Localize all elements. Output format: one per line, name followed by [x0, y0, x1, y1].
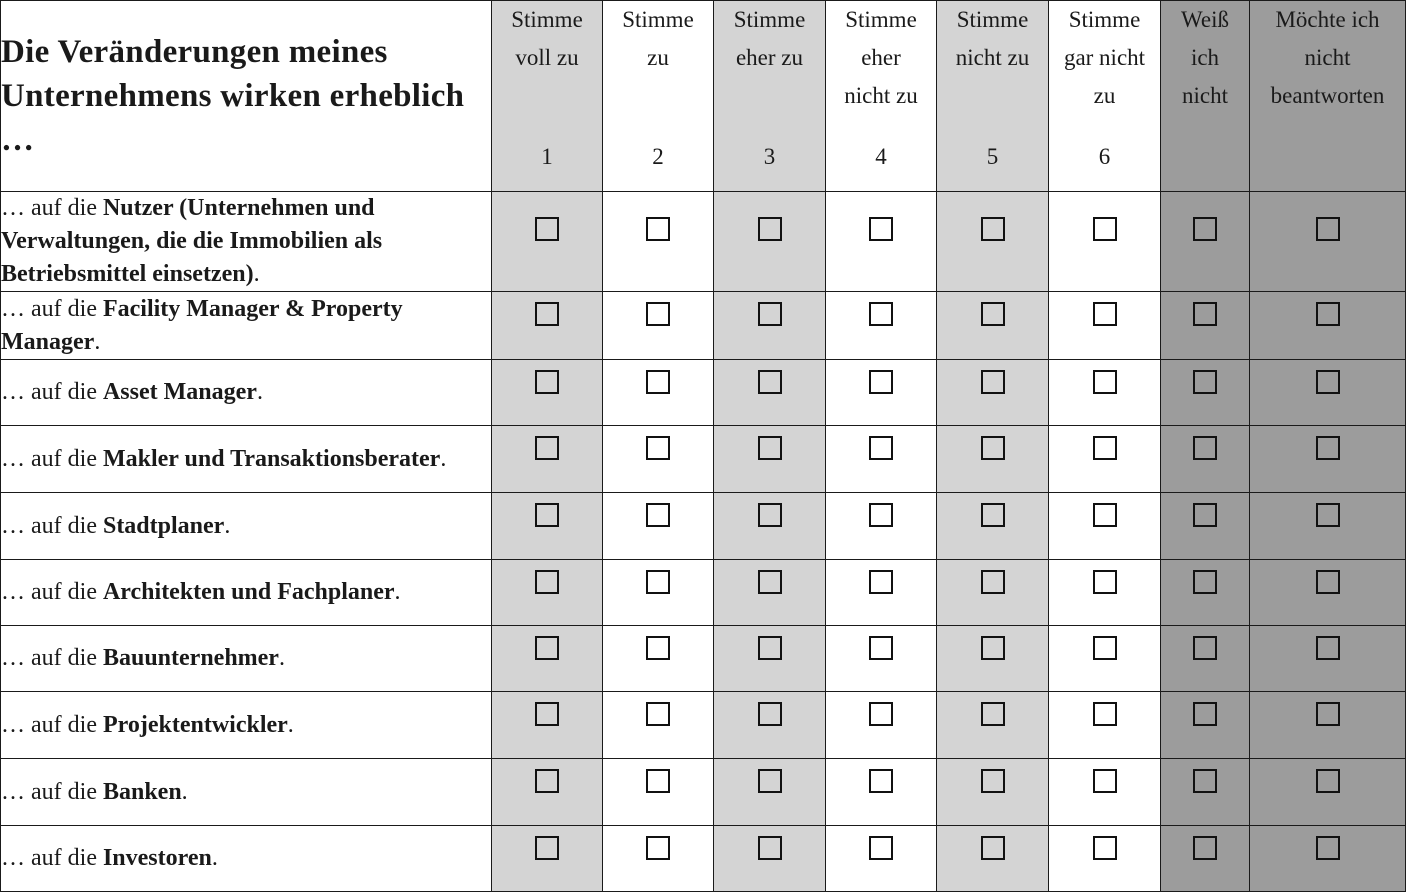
answer-checkbox[interactable] [535, 503, 559, 527]
answer-checkbox[interactable] [646, 702, 670, 726]
row-label-suffix: . [94, 328, 101, 355]
answer-checkbox[interactable] [646, 302, 670, 326]
row-label-prefix: … auf die [1, 778, 103, 805]
answer-cell [937, 493, 1049, 560]
table-row [1, 759, 1406, 826]
answer-checkbox[interactable] [981, 370, 1005, 394]
answer-checkbox[interactable] [869, 570, 893, 594]
answer-checkbox[interactable] [1193, 503, 1217, 527]
answer-checkbox[interactable] [981, 503, 1005, 527]
answer-cell [603, 826, 714, 892]
table-row [1, 560, 1406, 626]
answer-checkbox[interactable] [1316, 436, 1340, 460]
row-label [1, 292, 492, 360]
answer-checkbox[interactable] [1093, 702, 1117, 726]
answer-cell [492, 292, 603, 360]
answer-cell [603, 759, 714, 826]
table-row [1, 292, 1406, 360]
answer-checkbox[interactable] [1316, 302, 1340, 326]
column-header-4 [826, 1, 937, 192]
answer-checkbox[interactable] [1093, 217, 1117, 241]
answer-cell [1049, 292, 1161, 360]
column-header-7 [1161, 1, 1250, 192]
column-header-8 [1250, 1, 1406, 192]
column-label: Stimme voll zu [511, 7, 583, 70]
column-number: 6 [1098, 144, 1111, 169]
answer-cell [603, 292, 714, 360]
answer-cell [492, 360, 603, 426]
row-label [1, 493, 492, 560]
answer-checkbox[interactable] [1093, 570, 1117, 594]
column-number: 4 [875, 144, 887, 169]
table-row [1, 192, 1406, 292]
answer-cell [714, 192, 826, 292]
question-title: Die Veränderungen meines Unternehmens wirken erheblich … [1, 1, 492, 192]
table-row [1, 826, 1406, 892]
column-number: 1 [541, 144, 553, 169]
answer-cell [603, 493, 714, 560]
row-label [1, 426, 492, 493]
answer-cell [937, 360, 1049, 426]
answer-cell [1161, 192, 1250, 292]
answer-checkbox[interactable] [869, 769, 893, 793]
answer-checkbox[interactable] [1193, 217, 1217, 241]
answer-checkbox[interactable] [1193, 436, 1217, 460]
answer-cell [492, 560, 603, 626]
answer-checkbox[interactable] [1193, 370, 1217, 394]
row-label-suffix: . [253, 261, 260, 287]
answer-checkbox[interactable] [535, 217, 559, 241]
answer-cell [1250, 560, 1406, 626]
answer-checkbox[interactable] [758, 436, 782, 460]
answer-checkbox[interactable] [1193, 302, 1217, 326]
table-row [1, 360, 1406, 426]
answer-checkbox[interactable] [981, 636, 1005, 660]
row-label-suffix: . [440, 445, 447, 472]
column-label: Stimme eher zu [733, 7, 806, 70]
answer-checkbox[interactable] [869, 436, 893, 460]
row-label-suffix: . [211, 845, 218, 871]
answer-cell [1049, 560, 1161, 626]
column-label: Möchte ich nicht beantworten [1270, 7, 1385, 108]
column-label: Stimme gar nicht zu [1063, 7, 1146, 108]
row-label-subject: Nutzer (Unternehmen und Verwaltungen, die die Immobilien als Betriebsmittel einsetzen) [1, 195, 383, 287]
row-label-prefix: … auf die [1, 579, 103, 605]
answer-cell [492, 626, 603, 692]
answer-cell [826, 292, 937, 360]
column-header-6 [1049, 1, 1161, 192]
answer-cell [826, 560, 937, 626]
answer-checkbox[interactable] [981, 836, 1005, 860]
answer-checkbox[interactable] [535, 570, 559, 594]
answer-checkbox[interactable] [1093, 636, 1117, 660]
answer-cell [492, 692, 603, 759]
answer-checkbox[interactable] [1316, 702, 1340, 726]
answer-cell [826, 192, 937, 292]
answer-checkbox[interactable] [758, 370, 782, 394]
row-label-prefix: … auf die [1, 512, 103, 539]
row-label-prefix: … auf die [1, 711, 103, 738]
answer-checkbox[interactable] [869, 217, 893, 241]
row-label-subject: Stadtplaner [102, 512, 225, 539]
answer-cell [1049, 426, 1161, 493]
column-header-1 [492, 1, 603, 192]
answer-cell [603, 692, 714, 759]
row-label-prefix: … auf die [1, 645, 103, 671]
answer-checkbox[interactable] [1316, 370, 1340, 394]
row-label-suffix: . [224, 512, 231, 539]
row-label-subject: Asset Manager [102, 379, 257, 405]
answer-cell [1250, 426, 1406, 493]
answer-cell [937, 426, 1049, 493]
answer-cell [826, 426, 937, 493]
answer-checkbox[interactable] [646, 570, 670, 594]
answer-checkbox[interactable] [535, 302, 559, 326]
answer-checkbox[interactable] [981, 769, 1005, 793]
answer-checkbox[interactable] [981, 217, 1005, 241]
answer-checkbox[interactable] [535, 436, 559, 460]
row-label-subject: Investoren [102, 845, 212, 871]
column-label: Stimme zu [622, 7, 694, 70]
answer-checkbox[interactable] [758, 769, 782, 793]
answer-checkbox[interactable] [981, 702, 1005, 726]
answer-cell [1049, 692, 1161, 759]
answer-cell [714, 759, 826, 826]
column-label: Weiß ich nicht [1181, 7, 1229, 108]
row-label [1, 692, 492, 759]
answer-cell [603, 560, 714, 626]
row-label [1, 826, 492, 892]
row-label-subject: Bauunternehmer [102, 645, 279, 671]
answer-cell [1161, 560, 1250, 626]
column-label: Stimme nicht zu [955, 7, 1030, 70]
answer-cell [826, 759, 937, 826]
answer-checkbox[interactable] [1193, 769, 1217, 793]
answer-checkbox[interactable] [535, 836, 559, 860]
answer-checkbox[interactable] [981, 436, 1005, 460]
answer-cell [1049, 626, 1161, 692]
answer-cell [714, 692, 826, 759]
answer-cell [1161, 292, 1250, 360]
answer-checkbox[interactable] [646, 503, 670, 527]
answer-checkbox[interactable] [869, 636, 893, 660]
table-row [1, 493, 1406, 560]
answer-checkbox[interactable] [869, 503, 893, 527]
column-number: 2 [652, 144, 664, 169]
answer-cell [937, 560, 1049, 626]
answer-checkbox[interactable] [646, 636, 670, 660]
answer-cell [1250, 826, 1406, 892]
row-label-subject: Architekten und Fachplaner [102, 579, 395, 605]
answer-checkbox[interactable] [758, 702, 782, 726]
answer-checkbox[interactable] [1316, 769, 1340, 793]
answer-checkbox[interactable] [535, 702, 559, 726]
row-label-suffix: . [287, 711, 294, 738]
row-label-suffix: . [256, 379, 263, 405]
answer-cell [1250, 192, 1406, 292]
answer-checkbox[interactable] [869, 836, 893, 860]
answer-checkbox[interactable] [646, 436, 670, 460]
answer-checkbox[interactable] [869, 302, 893, 326]
answer-checkbox[interactable] [535, 370, 559, 394]
answer-cell [603, 626, 714, 692]
answer-checkbox[interactable] [646, 217, 670, 241]
answer-cell [1161, 626, 1250, 692]
answer-checkbox[interactable] [981, 302, 1005, 326]
answer-checkbox[interactable] [1093, 836, 1117, 860]
answer-cell [492, 759, 603, 826]
answer-cell [1161, 426, 1250, 493]
row-label [1, 192, 492, 292]
row-label-suffix: . [278, 645, 285, 671]
answer-cell [1250, 493, 1406, 560]
answer-checkbox[interactable] [1093, 503, 1117, 527]
answer-cell [826, 692, 937, 759]
answer-cell [714, 626, 826, 692]
answer-cell [1250, 759, 1406, 826]
answer-checkbox[interactable] [646, 769, 670, 793]
answer-cell [1161, 493, 1250, 560]
answer-checkbox[interactable] [869, 370, 893, 394]
column-label: Stimme eher nicht zu [844, 7, 918, 108]
row-label-subject: Banken [102, 778, 182, 805]
row-label [1, 560, 492, 626]
answer-cell [1250, 292, 1406, 360]
answer-cell [1049, 360, 1161, 426]
answer-cell [937, 692, 1049, 759]
answer-cell [826, 826, 937, 892]
answer-cell [1161, 692, 1250, 759]
answer-checkbox[interactable] [1316, 636, 1340, 660]
table-row [1, 626, 1406, 692]
column-header-3 [714, 1, 826, 192]
answer-checkbox[interactable] [758, 636, 782, 660]
answer-cell [603, 192, 714, 292]
answer-checkbox[interactable] [758, 217, 782, 241]
answer-checkbox[interactable] [1093, 769, 1117, 793]
answer-checkbox[interactable] [1316, 503, 1340, 527]
answer-checkbox[interactable] [1193, 702, 1217, 726]
row-label-suffix: . [181, 778, 188, 805]
answer-cell [603, 426, 714, 493]
answer-checkbox[interactable] [535, 636, 559, 660]
answer-checkbox[interactable] [758, 570, 782, 594]
column-header-5 [937, 1, 1049, 192]
answer-cell [1049, 826, 1161, 892]
answer-cell [714, 560, 826, 626]
answer-cell [714, 360, 826, 426]
answer-cell [1250, 626, 1406, 692]
row-label-suffix: . [394, 579, 401, 605]
answer-checkbox[interactable] [1316, 570, 1340, 594]
answer-checkbox[interactable] [1193, 836, 1217, 860]
answer-cell [492, 493, 603, 560]
answer-cell [1250, 360, 1406, 426]
answer-cell [826, 626, 937, 692]
answer-cell [492, 192, 603, 292]
answer-checkbox[interactable] [869, 702, 893, 726]
answer-checkbox[interactable] [758, 836, 782, 860]
answer-checkbox[interactable] [1193, 636, 1217, 660]
table-row [1, 692, 1406, 759]
answer-checkbox[interactable] [1093, 436, 1117, 460]
answer-checkbox[interactable] [1193, 570, 1217, 594]
answer-checkbox[interactable] [1093, 370, 1117, 394]
column-header-2 [603, 1, 714, 192]
answer-cell [1049, 759, 1161, 826]
answer-cell [714, 826, 826, 892]
answer-cell [937, 292, 1049, 360]
answer-cell [1250, 692, 1406, 759]
answer-cell [492, 826, 603, 892]
row-label [1, 626, 492, 692]
row-label-prefix: … auf die [1, 379, 103, 405]
row-label-prefix: … auf die [1, 445, 103, 472]
answer-checkbox[interactable] [646, 370, 670, 394]
answer-cell [714, 493, 826, 560]
answer-cell [1161, 759, 1250, 826]
answer-cell [714, 426, 826, 493]
row-label-prefix: … auf die [1, 845, 103, 871]
answer-cell [1049, 192, 1161, 292]
row-label-prefix: … auf die [1, 295, 103, 322]
row-label-subject: Facility Manager & Property Manager [1, 295, 403, 355]
row-label-prefix: … auf die [1, 195, 103, 221]
answer-checkbox[interactable] [646, 836, 670, 860]
column-number: 5 [986, 144, 999, 169]
answer-checkbox[interactable] [1316, 836, 1340, 860]
answer-cell [492, 426, 603, 493]
answer-checkbox[interactable] [758, 302, 782, 326]
answer-checkbox[interactable] [758, 503, 782, 527]
answer-cell [937, 826, 1049, 892]
answer-cell [1049, 493, 1161, 560]
answer-cell [937, 626, 1049, 692]
answer-cell [937, 759, 1049, 826]
row-label-subject: Makler und Transaktionsberater [102, 445, 441, 472]
answer-cell [1161, 826, 1250, 892]
row-label [1, 759, 492, 826]
answer-cell [826, 493, 937, 560]
table-row [1, 426, 1406, 493]
row-label-subject: Projektentwickler [102, 711, 288, 738]
answer-checkbox[interactable] [535, 769, 559, 793]
answer-cell [826, 360, 937, 426]
answer-cell [937, 192, 1049, 292]
answer-cell [1161, 360, 1250, 426]
row-label [1, 360, 492, 426]
answer-cell [603, 360, 714, 426]
header-row [1, 1, 1406, 192]
answer-checkbox[interactable] [981, 570, 1005, 594]
answer-cell [714, 292, 826, 360]
answer-checkbox[interactable] [1093, 302, 1117, 326]
column-number: 3 [763, 144, 776, 169]
answer-checkbox[interactable] [1316, 217, 1340, 241]
